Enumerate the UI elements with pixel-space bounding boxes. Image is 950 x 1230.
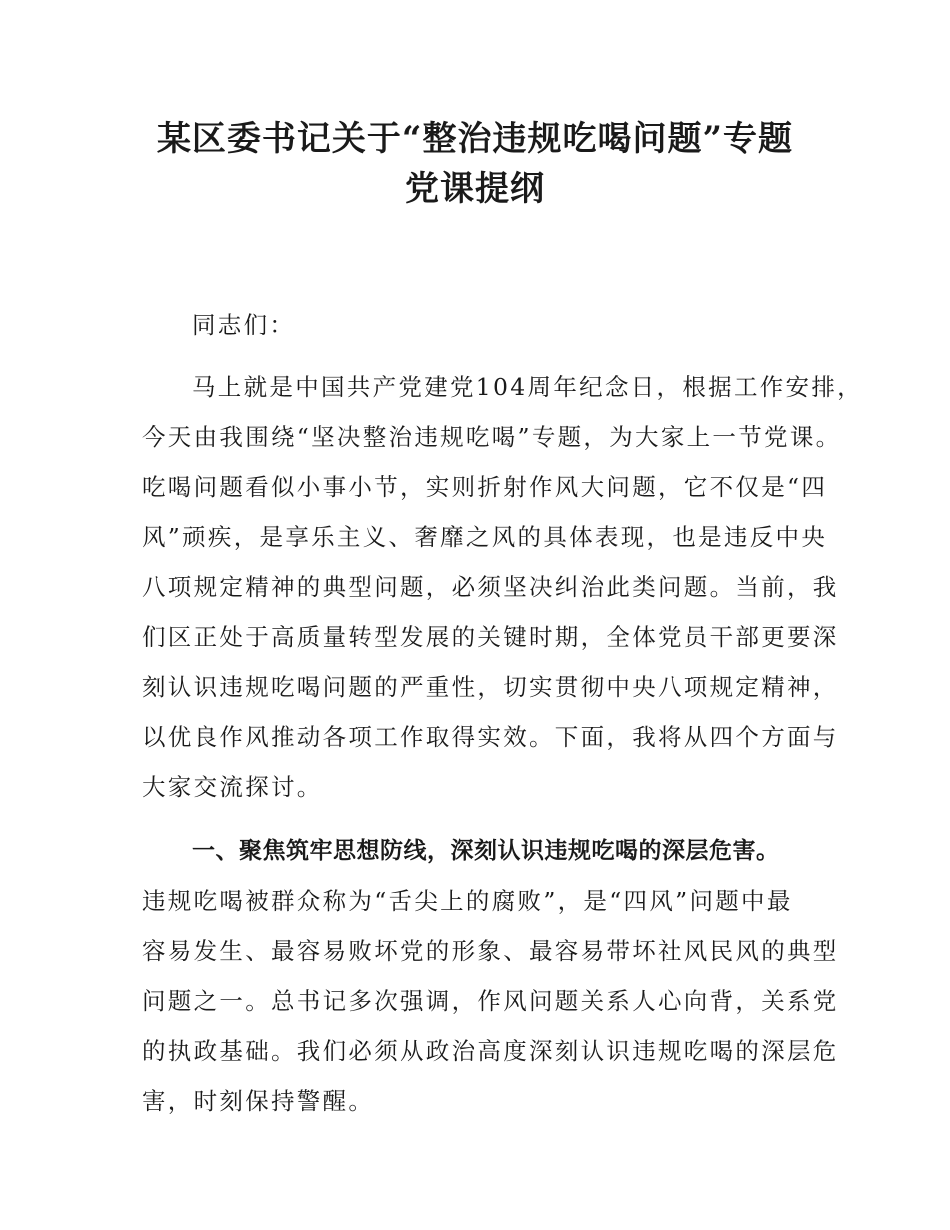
intro-line: 马上就是中国共产党建党104周年纪念日，根据工作安排， (192, 373, 863, 401)
section-1-line: 问题之一。总书记多次强调，作风问题关系人心向背，关系党 (142, 987, 839, 1015)
intro-line: 以优良作风推动各项工作取得实效。下面，我将从四个方面与 (142, 723, 839, 751)
section-1-line: 害，时刻保持警醒。 (142, 1087, 375, 1115)
intro-line: 们区正处于高质量转型发展的关键时期，全体党员干部更要深 (142, 623, 839, 651)
section-1-line: 违规吃喝被群众称为“舌尖上的腐败”，是“四风”问题中最 (142, 887, 793, 915)
intro-line: 风”顽疾，是享乐主义、奢靡之风的具体表现，也是违反中央 (142, 523, 828, 551)
intro-line: 今天由我围绕“坚决整治违规吃喝”专题，为大家上一节党课。 (142, 423, 842, 451)
intro-line: 刻认识违规吃喝问题的严重性，切实贯彻中央八项规定精神， (142, 673, 839, 701)
intro-line: 八项规定精神的典型问题，必须坚决纠治此类问题。当前，我 (142, 573, 839, 601)
document-title-line-2: 党课提纲 (405, 169, 545, 209)
document-title-line-1: 某区委书记关于“整治违规吃喝问题”专题 (156, 119, 794, 159)
section-1-heading: 一、聚焦筑牢思想防线，深刻认识违规吃喝的深层危害。 (192, 838, 780, 864)
section-1-line: 容易发生、最容易败坏党的形象、最容易带坏社风民风的典型 (142, 937, 839, 965)
intro-line: 大家交流探讨。 (142, 773, 323, 801)
intro-line: 吃喝问题看似小事小节，实则折射作风大问题，它不仅是“四 (142, 473, 828, 501)
greeting: 同志们： (192, 311, 296, 339)
section-1-line: 的执政基础。我们必须从政治高度深刻认识违规吃喝的深层危 (142, 1037, 839, 1065)
